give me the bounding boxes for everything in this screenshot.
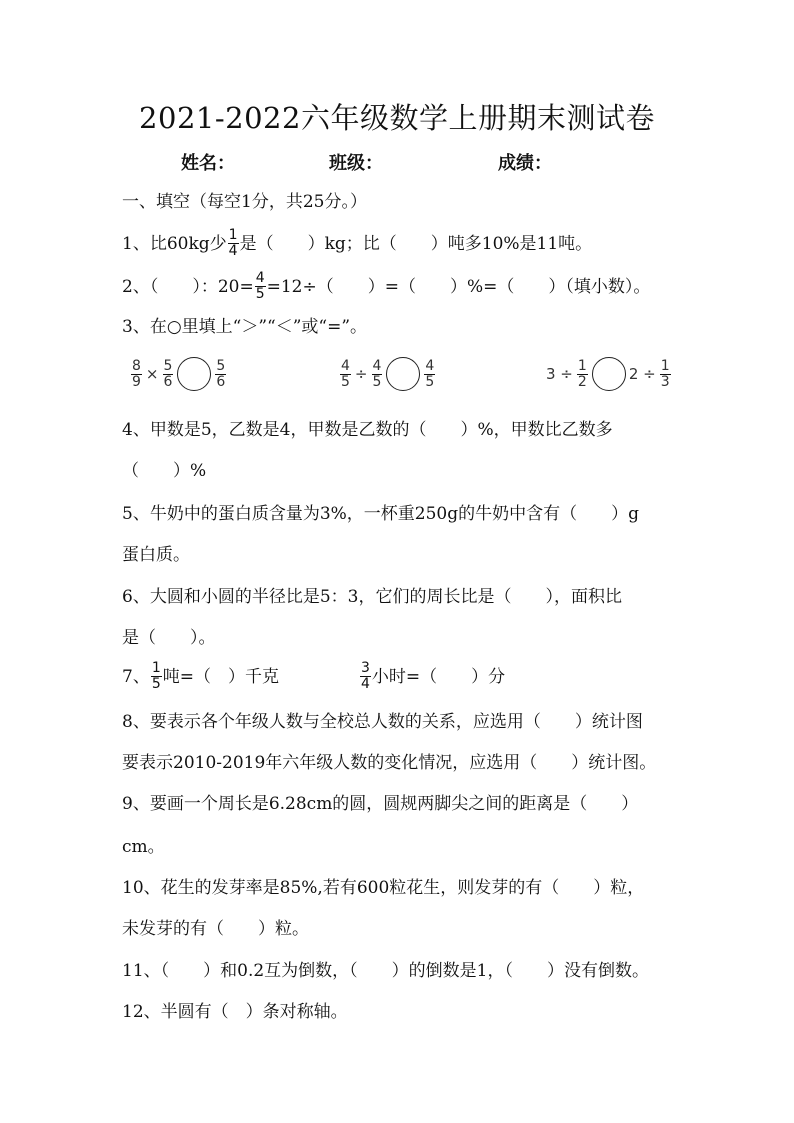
expr2-frac-c [424,359,435,390]
q1-text-d: 是（ ）kg；比（ ）吨多10%是11吨。 [239,233,593,254]
expr3-frac-c [660,359,671,390]
compare-expression-1 [130,357,227,391]
q7-f2-den: 4 [361,676,370,692]
q2-frac-num: 4 [255,270,265,286]
question-2 [122,271,650,302]
question-1 [122,228,592,259]
expr3-b-num: 1 [577,357,587,374]
q7-f2-num: 3 [361,660,370,676]
q7-f1-den: 5 [151,676,161,692]
question-12: 12、半圆有（ ）条对称轴。 [122,1002,348,1022]
question-6-line-2: 是（ ）。 [122,628,216,648]
q7-fraction-1 [151,661,162,692]
expr1-frac-b [163,359,174,390]
q1-text-c: 少 [209,233,227,254]
question-10-line-2: 未发芽的有（ ）粒。 [122,919,309,939]
expr3-c-den: 3 [660,373,670,390]
q2-text-a: 2、（ ）：20= [122,276,254,297]
expr2-b-num: 4 [372,357,382,374]
question-4-line-1: 4、甲数是5，乙数是4，甲数是乙数的（ ）%，甲数比乙数多 [122,420,613,440]
expr1-b-num: 5 [163,357,173,374]
question-6-line-1: 6、大圆和小圆的半径比是5：3，它们的周长比是（ ），面积比 [122,587,622,607]
expr2-a-den: 5 [341,373,350,390]
expr3-frac-b [577,359,588,390]
question-10-line-1: 10、花生的发芽率是85%,若有600粒花生，则发芽的有（ ）粒， [122,878,645,898]
class-label: 班级： [329,153,383,174]
expr3-b-den: 2 [577,373,587,390]
compare-circle-3[interactable] [592,357,626,391]
expr1-a-num: 8 [132,357,141,374]
q7-prefix: 7、 [122,666,150,687]
expr2-frac-b [372,359,383,390]
question-7 [122,661,505,692]
question-11: 11、（ ）和0.2互为倒数，（ ）的倒数是1，（ ）没有倒数。 [122,961,649,981]
compare-circle-1[interactable] [177,357,211,391]
q1-fraction [228,228,239,259]
q2-frac-den: 5 [255,286,265,302]
q2-fraction [255,271,266,302]
expr2-a-num: 4 [341,357,350,374]
page-title: 2021-2022六年级数学上册期末测试卷 [139,101,655,135]
question-5-line-1: 5、牛奶中的蛋白质含量为3%，一杯重250g的牛奶中含有（ ）g [122,504,639,524]
expr1-frac-c [215,359,226,390]
q1-text-a: 1、比 [122,233,167,254]
q2-text-b: =12÷（ ）=（ ）%=（ ）（填小数）。 [266,276,651,297]
question-8-line-1: 8、要表示各个年级人数与全校总人数的关系，应选用（ ）统计图 [122,712,643,732]
q7-fraction-2 [360,661,371,692]
expr2-b-den: 5 [372,373,382,390]
question-8-line-2: 要表示2010-2019年六年级人数的变化情况，应选用（ ）统计图。 [122,753,657,773]
q1-frac-den: 4 [228,243,238,259]
expr1-b-den: 6 [163,373,173,390]
expr2-c-num: 4 [425,357,435,374]
section-heading: 一、填空（每空1分，共25分。） [122,192,367,212]
compare-expression-2 [339,357,436,391]
q7-f1-num: 1 [151,660,161,676]
expr2-c-den: 5 [425,373,435,390]
expr1-a-den: 9 [132,373,141,390]
question-4-line-2: （ ）% [122,461,207,481]
expr3-right: 2 ÷ [628,365,656,383]
q7-text-1: 吨=（ ）千克 [162,666,279,687]
q7-text-2: 小时=（ ）分 [371,666,506,687]
question-3: 3、在○里填上“＞”“＜”或“=”。 [122,317,368,337]
expr1-operator: × [145,365,159,383]
q1-frac-num: 1 [228,227,238,243]
question-9-line-2: cm。 [122,837,165,857]
compare-circle-2[interactable] [386,357,420,391]
expr3-left: 3 ÷ [546,365,573,383]
expr1-c-num: 5 [216,357,226,374]
compare-expression-3 [546,357,672,391]
question-9-line-1: 9、要画一个周长是6.28cm的圆，圆规两脚尖之间的距离是（ ） [122,794,639,814]
name-label: 姓名： [181,153,235,174]
expr2-operator: ÷ [354,365,368,383]
expr1-frac-a [131,359,142,390]
expr2-frac-a [340,359,351,390]
expr1-c-den: 6 [216,373,226,390]
question-5-line-2: 蛋白质。 [122,545,190,565]
q1-text-b: 60kg [166,233,210,254]
expr3-c-num: 1 [660,357,670,374]
score-label: 成绩： [498,153,552,174]
